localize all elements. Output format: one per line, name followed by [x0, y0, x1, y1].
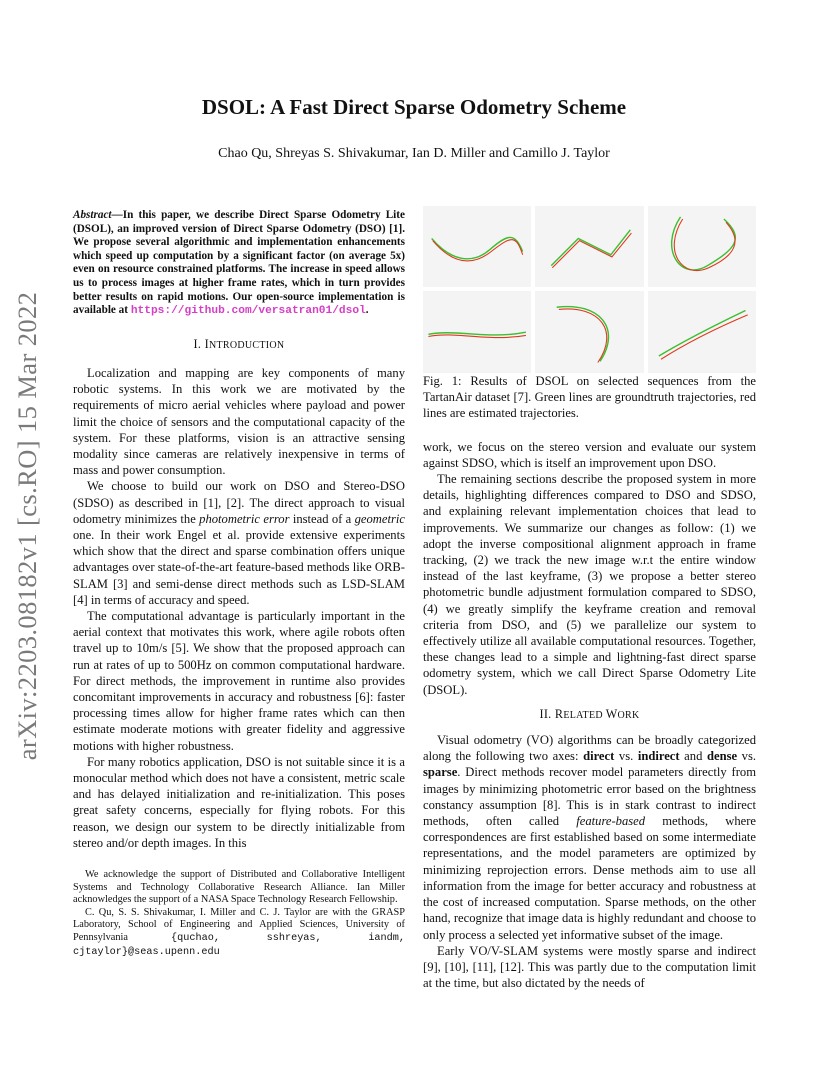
- figure-1: [423, 206, 756, 364]
- paragraph: For many robotics application, DSO is not suitable since it is a monocular method which does not have a consistent, metric scale and has delayed initialization and re-initialization. This poses great safety concerns, especially for flying robots. For this reason, we design our system to be directly initializable from stereo and/or depth images. In this: [73, 754, 405, 850]
- trajectory-panel: [423, 291, 531, 372]
- paragraph: work, we focus on the stereo version and evaluate our system against SDSO, which is itself an improvement upon DSO.: [423, 439, 756, 470]
- right-column: [423, 373, 756, 991]
- trajectory-plot: [648, 206, 756, 287]
- email-list: {quchao, sshreyas, iandm, cjtaylor}@seas.upenn.edu: [73, 933, 405, 958]
- left-column: [73, 209, 405, 959]
- footnote-ack: We acknowledge the support of Distributed and Collaborative Intelligent Systems and Technology Collaborative Research Alliance. Ian Miller acknowledges the support of a NASA Space Technology Research Fellowship.: [73, 869, 405, 906]
- arxiv-stamp: arXiv:2203.08182v1 [cs.RO] 15 Mar 2022: [12, 291, 42, 761]
- section-heading-introduction: I. INTRODUCTION: [193, 336, 285, 351]
- footnote-affiliation: C. Qu, S. S. Shivakumar, I. Miller and C. J. Taylor are with the GRASP Laboratory, School of Engineering and Applied Sciences, University of Pennsylvania {quchao, sshreyas, iandm, cjtaylor}@seas.upenn.edu: [73, 906, 405, 958]
- trajectory-plot: [535, 206, 643, 287]
- footnote: [73, 869, 405, 959]
- abstract-text: In this paper, we describe Direct Sparse Odometry Lite (DSOL), an improved version of Direct Sparse Odometry (DSO) [1]. We propose several algorithmic and implementation enhancements which speed up computation by a significant factor (on average 5x) even on resource constrained platforms. The increase in speed allows us to process images at higher frame rates, which in turn provides better results on rapid motions. Our open-source implementation is available at: [73, 209, 405, 317]
- trajectory-plot: [535, 291, 643, 372]
- paragraph: Localization and mapping are key components of many robotic systems. In this work we are motivated by the requirements of micro aerial vehicles where payload and power limit the choice of sensors and the computational capacity of the system. For these platforms, vision is an attractive sensing modality since cameras are relatively inexpensive in terms of mass and power consumption.: [73, 365, 405, 478]
- paragraph: We choose to build our work on DSO and Stereo-DSO (SDSO) as described in [1], [2]. The direct approach to visual odometry minimizes the photometric error instead of a geometric one. In their work Engel et al. provide extensive experiments which show that the direct and sparse combination offers unique advantages over state-of-the-art feature-based methods like ORB-SLAM [3] and semi-dense direct methods such as LSD-SLAM [4] in terms of accuracy and speed.: [73, 479, 405, 607]
- trajectory-panel: [535, 206, 643, 287]
- code-link[interactable]: https://github.com/versatran01/dsol: [130, 305, 366, 318]
- trajectory-panel: [648, 206, 756, 287]
- paragraph: The computational advantage is particularly important in the aerial context that motivates this work, where agile robots often travel up to 10m/s [5]. We show that the proposed approach can run at rates of up to 500Hz on common computational hardware. For direct methods, the improvement in runtime also provides concomitant improvements in accuracy and robustness [6]: faster processing times allow for higher frame rates which can then estimate moderate motions with greater fidelity and aggressive motions with higher robustness.: [73, 609, 405, 753]
- trajectory-panel: [648, 291, 756, 372]
- trajectory-plot: [648, 291, 756, 372]
- abstract-label: Abstract: [73, 209, 112, 221]
- paragraph: Early VO/V-SLAM systems were mostly sparse and indirect [9], [10], [11], [12]. This was partly due to the computation limit at the time, but also dictated by the needs of: [423, 943, 756, 991]
- figure-caption: Fig. 1: Results of DSOL on selected sequences from the TartanAir dataset [7]. Green lines are groundtruth trajectories, red lines are estimated trajectories.: [423, 374, 756, 421]
- paragraph: Visual odometry (VO) algorithms can be broadly categorized along the following two axes: direct vs. indirect and dense vs. sparse. Direct methods recover model parameters directly from images by minimizing photometric error based on the brightness constancy assumption [8]. This is in stark contrast to indirect methods, often called feature-based methods, where correspondences are first established based on some intermediate representations, and the model parameters are optimized by minimizing reprojection errors. Dense methods aim to use all information from the image for better accuracy and robustness at the cost of increased computation. Sparse methods, on the other hand, recognize that image data is highly redundant and choose to only process a selected yet informative subset of the image.: [423, 733, 756, 942]
- paper-title: DSOL: A Fast Direct Sparse Odometry Scheme: [201, 95, 627, 119]
- trajectory-plot: [423, 291, 531, 372]
- author-list: Chao Qu, Shreyas S. Shivakumar, Ian D. Miller and Camillo J. Taylor: [218, 146, 610, 161]
- trajectory-panel: [535, 291, 643, 372]
- section-heading-related-work: II. RELATED WORK: [539, 706, 640, 721]
- paragraph: The remaining sections describe the proposed system in more details, highlighting differences compared to DSO and SDSO, and explaining relevant implementation choices that lead to improvements. We summarize our changes as follow: (1) we adopt the inverse compositional alignment approach in frame tracking, (2) we track the new image w.r.t the entire window instead of the last keyframe, (3) we propose a better stereo photometric bundle adjustment formulation compared to SDSO, (4) we greatly simplify the keyframe creation and removal criteria from DSO, and (5) we parallelize our system to effectively utilize all available computational resources. Together, these changes lead to a simple and lightning-fast direct sparse odometry system, which we call Direct Sparse Odometry Lite (DSOL).: [423, 472, 756, 697]
- abstract: Abstract—In this paper, we describe Direct Sparse Odometry Lite (DSOL), an improved version of Direct Sparse Odometry (DSO) [1]. We propose several algorithmic and implementation enhancements which speed up computation by a significant factor (on average 5x) even on resource constrained platforms. The increase in speed allows us to process images at higher frame rates, which in turn provides better results on rapid motions. Our open-source implementation is available at https://github.com/versatran01/dsol.: [73, 209, 405, 318]
- trajectory-plot: [423, 206, 531, 287]
- trajectory-panel: [423, 206, 531, 287]
